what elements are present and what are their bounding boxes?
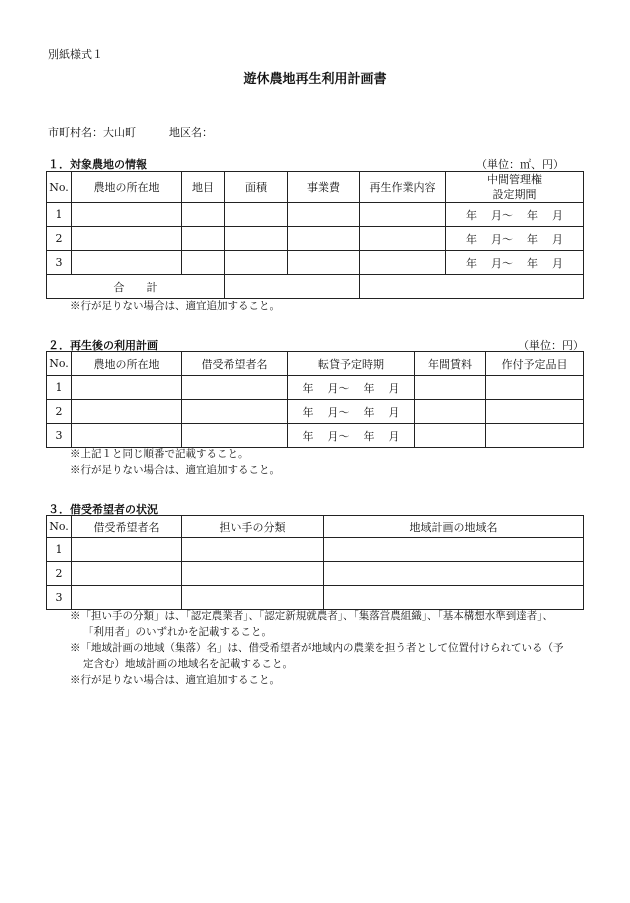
- s1-header-mgmt-period-line1: 中間管理権: [487, 173, 542, 186]
- s3-header-lessee: 借受希望者名: [72, 516, 182, 538]
- s1-header-mgmt-period-line2: 設定期間: [492, 188, 537, 201]
- s3-note-1-line2: 「利用者」のいずれかを記載すること。: [83, 626, 272, 638]
- table-row: [47, 376, 584, 400]
- s1-note: ※行が足りない場合は、適宜追加すること。: [70, 300, 280, 312]
- s1-cell-location[interactable]: [72, 251, 182, 275]
- s3-note-2-line1: ※「地域計画の地域（集落）名」は、借受希望者が地域内の農業を担う者として位置付けられている（予: [70, 642, 564, 654]
- section1-unit: （単位：㎡、円）: [476, 158, 564, 171]
- section3-table: [46, 515, 584, 610]
- section1-heading: １．対象農地の情報: [48, 158, 147, 171]
- s2-cell-crop[interactable]: [486, 376, 584, 400]
- s1-cell-period[interactable]: 年 月〜 年 月: [446, 251, 584, 275]
- s1-row-no: 3: [47, 251, 72, 275]
- s1-row-no: 2: [47, 227, 72, 251]
- s2-cell-annual-rent[interactable]: [415, 376, 486, 400]
- s2-header-no: No.: [47, 352, 72, 376]
- table-row: [47, 400, 584, 424]
- s2-note-2: ※行が足りない場合は、適宜追加すること。: [70, 464, 280, 476]
- s2-cell-crop[interactable]: [486, 400, 584, 424]
- s3-row-no: 3: [47, 586, 72, 610]
- table-row: [47, 424, 584, 448]
- s1-cell-project-cost[interactable]: [288, 203, 360, 227]
- s1-cell-period[interactable]: 年 月〜 年 月: [446, 227, 584, 251]
- s2-cell-period[interactable]: 年 月〜 年 月: [288, 376, 415, 400]
- s2-note-1: ※上記１と同じ順番で記載すること。: [70, 448, 249, 460]
- s3-cell-bearer-type[interactable]: [182, 586, 324, 610]
- s1-cell-land-category[interactable]: [182, 203, 225, 227]
- s1-cell-area[interactable]: [225, 251, 288, 275]
- s3-cell-lessee[interactable]: [72, 586, 182, 610]
- s3-note-2-line2: 定含む）地域計画の地域名を記載すること。: [83, 658, 293, 670]
- s3-cell-area-name[interactable]: [324, 586, 584, 610]
- s2-row-no: 1: [47, 376, 72, 400]
- s3-row-no: 2: [47, 562, 72, 586]
- s2-cell-annual-rent[interactable]: [415, 424, 486, 448]
- s1-cell-work-content[interactable]: [360, 203, 446, 227]
- s1-header-project-cost: 事業費: [288, 172, 360, 203]
- s3-cell-bearer-type[interactable]: [182, 538, 324, 562]
- s1-cell-land-category[interactable]: [182, 227, 225, 251]
- s3-cell-lessee[interactable]: [72, 562, 182, 586]
- s1-header-area: 面積: [225, 172, 288, 203]
- s2-header-lessee: 借受希望者名: [182, 352, 288, 376]
- s1-cell-area[interactable]: [225, 227, 288, 251]
- s2-cell-period[interactable]: 年 月〜 年 月: [288, 424, 415, 448]
- s2-cell-location[interactable]: [72, 376, 182, 400]
- s2-header-location: 農地の所在地: [72, 352, 182, 376]
- s3-header-bearer-type: 担い手の分類: [182, 516, 324, 538]
- s1-cell-period[interactable]: 年 月〜 年 月: [446, 203, 584, 227]
- table-row: [47, 251, 584, 275]
- s2-cell-location[interactable]: [72, 400, 182, 424]
- table-row: [47, 203, 584, 227]
- section1-table: [46, 171, 584, 299]
- s3-cell-area-name[interactable]: [324, 538, 584, 562]
- s3-header-area-name: 地域計画の地域名: [324, 516, 584, 538]
- s2-cell-lessee[interactable]: [182, 424, 288, 448]
- s1-cell-project-cost[interactable]: [288, 227, 360, 251]
- s1-cell-work-content[interactable]: [360, 251, 446, 275]
- s2-cell-location[interactable]: [72, 424, 182, 448]
- s1-cell-project-cost[interactable]: [288, 251, 360, 275]
- s1-row-no: 1: [47, 203, 72, 227]
- s2-cell-crop[interactable]: [486, 424, 584, 448]
- s3-row-no: 1: [47, 538, 72, 562]
- s2-cell-lessee[interactable]: [182, 400, 288, 424]
- s3-header-no: No.: [47, 516, 72, 538]
- total-label: 合 計: [47, 275, 225, 299]
- s1-header-location: 農地の所在地: [72, 172, 182, 203]
- meta-row: [48, 124, 213, 140]
- s1-cell-area[interactable]: [225, 203, 288, 227]
- total-row: [47, 275, 584, 299]
- s1-header-work-content: 再生作業内容: [360, 172, 446, 203]
- s2-row-no: 2: [47, 400, 72, 424]
- s2-row-no: 3: [47, 424, 72, 448]
- section3-heading: ３．借受希望者の状況: [48, 503, 158, 516]
- municipality-label: 市町村名：大山町: [48, 126, 136, 139]
- s3-cell-bearer-type[interactable]: [182, 562, 324, 586]
- section2-unit: （単位：円）: [518, 339, 584, 352]
- s1-total-cell[interactable]: [225, 275, 360, 299]
- table-row: [47, 562, 584, 586]
- s2-cell-period[interactable]: 年 月〜 年 月: [288, 400, 415, 424]
- district-label: 地区名：: [169, 126, 213, 139]
- s1-cell-land-category[interactable]: [182, 251, 225, 275]
- s3-cell-area-name[interactable]: [324, 562, 584, 586]
- s2-cell-annual-rent[interactable]: [415, 400, 486, 424]
- s1-cell-location[interactable]: [72, 227, 182, 251]
- s1-header-land-category: 地目: [182, 172, 225, 203]
- form-number-label: 別紙様式１: [48, 48, 103, 61]
- s3-note-3: ※行が足りない場合は、適宜追加すること。: [70, 674, 280, 686]
- table-row: [47, 586, 584, 610]
- section2-table: [46, 351, 584, 448]
- s1-header-mgmt-period: [446, 172, 584, 203]
- s2-cell-lessee[interactable]: [182, 376, 288, 400]
- s2-header-crop: 作付予定品目: [486, 352, 584, 376]
- s2-header-annual-rent: 年間賃料: [415, 352, 486, 376]
- s2-header-lease-period: 転貸予定時期: [288, 352, 415, 376]
- s3-note-1-line1: ※「担い手の分類」は、「認定農業者」、「認定新規就農者」、「集落営農組織」、「基本構想水準到達者」、: [70, 610, 553, 622]
- s3-cell-lessee[interactable]: [72, 538, 182, 562]
- s1-total-cell-blank: [360, 275, 584, 299]
- table-row: [47, 227, 584, 251]
- s1-header-no: No.: [47, 172, 72, 203]
- s1-cell-location[interactable]: [72, 203, 182, 227]
- s1-cell-work-content[interactable]: [360, 227, 446, 251]
- table-row: [47, 538, 584, 562]
- document-title: 遊休農地再生利用計画書: [243, 72, 387, 87]
- section2-heading: ２．再生後の利用計画: [48, 339, 158, 352]
